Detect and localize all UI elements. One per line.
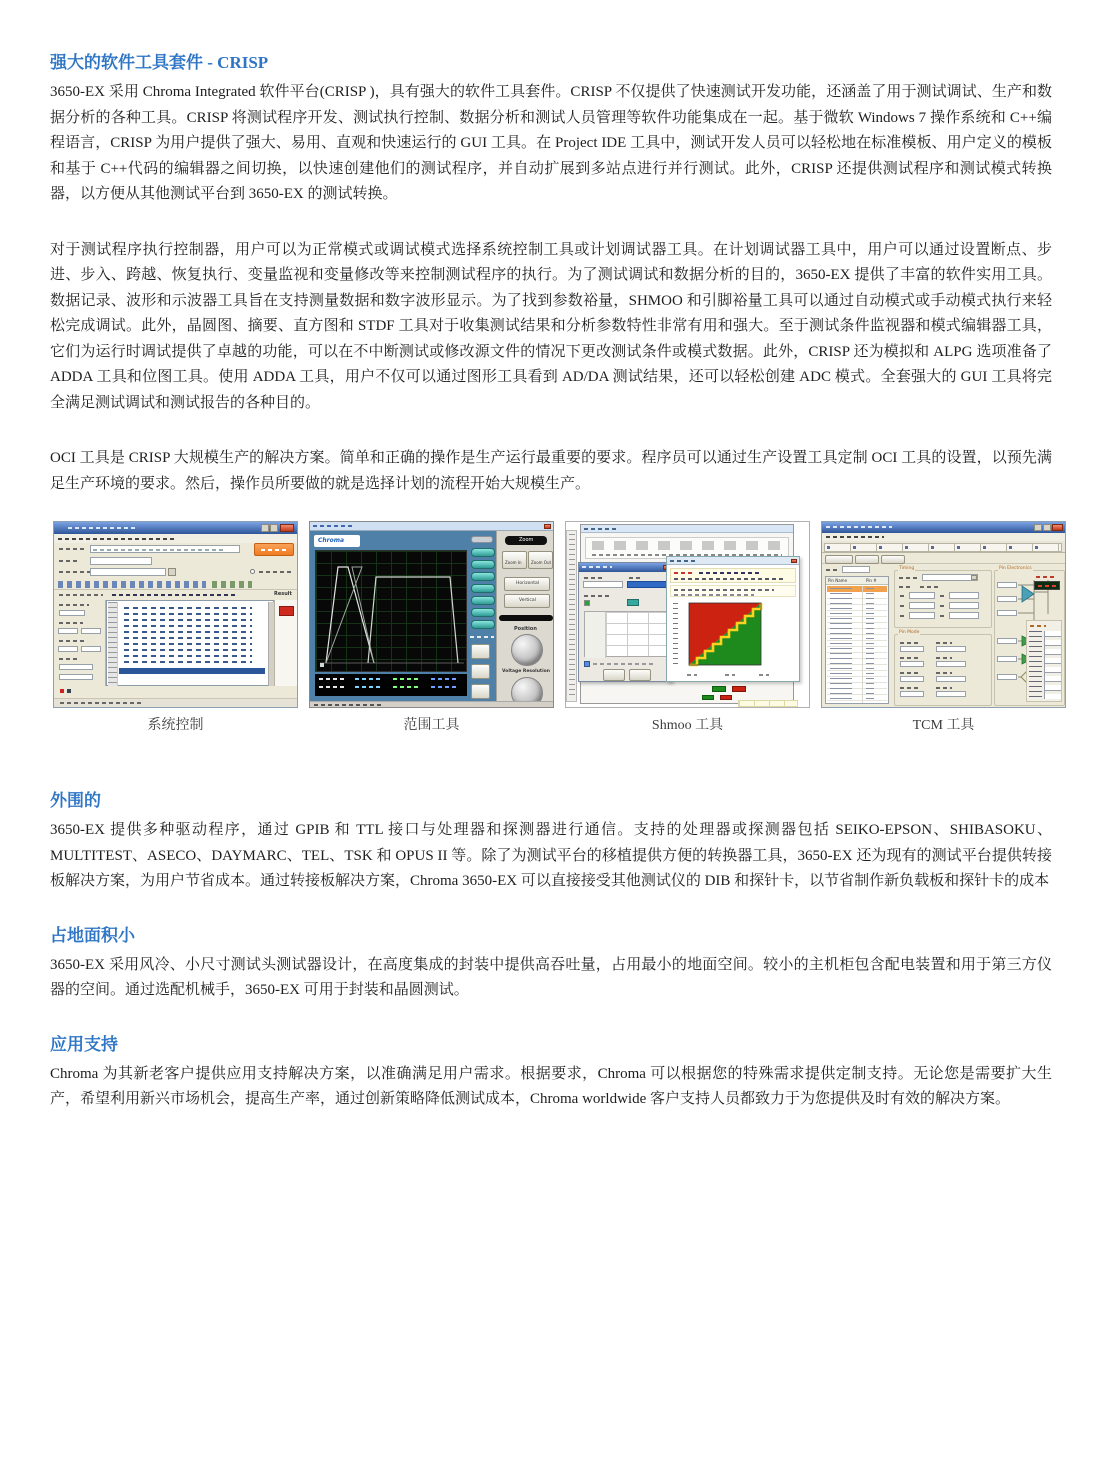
readout-1a [319,678,347,680]
mode-label-8 [936,687,952,689]
dialog-label-1 [584,577,602,579]
condition-table [584,611,668,657]
left-tabs-text [59,594,103,596]
waveform-plot [315,550,467,672]
menubar [54,534,297,543]
table-header-column [585,612,606,658]
radio-label [259,571,291,573]
fail-legend-swatch-2 [720,695,732,700]
minimize-icon [261,524,269,532]
section-heading-app-support: 应用支持 [50,1034,118,1054]
pe-field-2 [997,596,1017,602]
section-app-support [50,1034,1052,1113]
channel-button-7 [471,620,495,629]
bottom-tabs-text [60,702,144,704]
screenshot-tcm-tool [821,521,1066,708]
pe-field-1 [997,582,1017,588]
setup-button [471,684,490,699]
pin-table [825,576,889,704]
dropdown-arrow-icon [971,575,977,580]
t3-label [900,615,906,617]
teal-chip [627,599,639,606]
sidebar-checkbox-2 [58,628,78,634]
sidebar-text-1 [59,604,89,606]
zoom-header-text: Zoom [519,537,534,543]
t1-field [909,592,935,599]
mode-field-1 [900,646,924,652]
mode-label-7 [900,687,918,689]
run-button-text [261,549,287,551]
caption-scope-tool: 范围工具 [403,718,460,733]
section-footprint [50,925,1052,1004]
cursor-label [470,636,494,638]
readout-3a [393,678,421,680]
info-text-3 [674,589,774,591]
sidebar-text-2 [59,622,83,624]
mode-field-7 [900,691,924,697]
timing-set-label [899,577,919,579]
spacer [676,694,678,696]
mode-field-3 [900,661,924,667]
utility-labels [1029,631,1042,699]
shmoo-setting-dialog [578,562,672,682]
file-map-input [90,557,152,565]
caption-tcm-tool: TCM 工具 [912,718,975,733]
settings-sidebar [54,600,106,686]
tab-strip [822,541,1065,553]
readout-4a [431,678,459,680]
check-mark-icon [585,601,589,605]
mode-label-2 [936,642,952,644]
test-program-label [59,548,85,550]
sidebar-text-3 [59,640,87,642]
bank-dropdown [842,566,870,573]
browse-icon [168,568,176,576]
red-mark-icon [60,689,64,693]
minimize-icon [1034,524,1042,531]
t2-field [909,602,935,609]
close-icon [544,524,551,529]
crisp-paragraph-oci: OCI 工具是 CRISP 大规模生产的解决方案。简单和正确的操作是生产运行最重要的要求。程序员可以通过生产设置工具定制 OCI 工具的设置，以预先满足生产环境的要求。然后，操作员所要做的就是选择计划的流程开始大规模生产。 [50,450,1052,492]
section-heading-crisp: 强大的软件工具套件 - CRISP [50,53,269,72]
read-button [855,555,879,564]
position-knob [511,634,543,666]
dialog-titlebar [579,563,671,572]
toolbar-icons [592,541,782,550]
measurement-readout [315,674,467,696]
tool-screenshot-gallery [53,521,1052,708]
bottom-grid-strip [738,700,798,707]
chroma-logo-text: Chroma [318,537,345,544]
equipment-type-label [59,571,91,573]
dialog-label-2 [629,577,643,579]
section-crisp [50,52,1052,497]
mode-label-6 [936,672,952,674]
r1-field [949,592,979,599]
equipment-type-input [90,568,166,576]
zoom-in-button [502,551,527,569]
mode-field-2 [936,646,966,652]
selected-code-line [119,668,265,674]
channel-button-3 [471,572,495,581]
x-tick-1 [687,674,697,676]
pin-name-text-rows [830,588,852,702]
chroma-logo [314,535,360,547]
readout-4b [431,686,459,688]
sidebar-text-4 [59,658,79,660]
run-button [254,543,294,556]
pass-legend-swatch-2 [702,695,714,700]
window-title-text [68,527,138,529]
pin-number-header: Pin # [866,578,877,583]
vertical-text: Vertical [519,598,536,603]
pe-field-6 [997,674,1017,680]
pass-legend-swatch [712,686,726,692]
mode-label-3 [900,657,918,659]
sidebar-checkbox-1 [59,610,85,616]
mode-field-5 [900,676,924,682]
x-tick-2 [725,674,735,676]
screenshot-shmoo-tool [565,521,810,708]
timing-group-label: Timing [899,566,915,571]
dark-mark-icon [67,689,71,693]
side-list-rows [569,534,575,698]
zoom-in-text: Zoom In [505,560,522,565]
close-icon [1052,524,1063,531]
dialog-title-text [582,566,612,568]
zoom-out-text: Zoom Out [531,560,552,565]
timing-set-dropdown [922,574,978,581]
mode-field-4 [936,661,966,667]
section-heading-footprint: 占地面积小 [50,925,135,945]
bank-label [826,569,838,571]
t1-label [900,595,906,597]
titlebar [310,522,553,531]
mode-button [471,536,493,543]
output-row [54,686,297,698]
pin-number-text-rows [866,588,874,702]
t2-label [900,605,906,607]
readout-digits [1038,585,1056,587]
horizontal-text: Horizontal [516,581,539,586]
r3-label [940,615,946,617]
close-icon [280,524,294,532]
dialog-input-1 [583,581,623,588]
footprint-paragraph: 3650-EX 采用风冷、小尺寸测试头测试器设计，在高度集成的封装中提供高吞吐量，占用最小的地面空间。较小的主机柜包含配电装置和用于第三方仪器的空间。通过选配机械手，3650-EX 可用于封装和晶圆测试。 [50,956,1052,998]
result-label: Result [274,591,292,597]
zoom-knob-panel [496,531,553,701]
tab-strip [54,590,297,600]
peripherals-paragraph: 3650-EX 提供多种驱动程序，通过 GPIB 和 TTL 接口与处理器和探测器进行通信。支持的处理器或探测器包括 SEIKO-EPSON、SHIBASOKU、MULTITEST、ASECO、DAYMARC、TEL、TSK 和 OPUS II 等。除了为测试平台的移植提供方便的转换器工具，3650-EX 还为现有的测试平台提供转接板解决方案，为用户节省成本。通过转接板解决方案，Chroma 3650-EX 可以直接接受其他测试仪的 DIB 和探针卡，以节省制作新负载板和探针卡的成本 [50,822,1052,889]
info-band-1 [670,568,796,583]
pin-mode-group-label: Pin Mode [899,630,920,635]
status-text [314,704,384,706]
readout-1b [319,686,347,688]
zoom-header-pill [505,536,547,545]
auto-button [471,644,490,659]
window-title-text [313,525,353,527]
pe-field-4 [997,638,1017,644]
voltage-resolution-label: Voltage Resolution [502,669,550,674]
waveform-traces [316,551,468,673]
menu-items-text [58,538,176,540]
pin-table-header [826,577,888,585]
y-axis-labels [673,603,678,665]
pin-electronics-label: Pin Electronics [999,566,1032,571]
code-text-lines [124,607,252,665]
write-button [881,555,905,564]
window-title-text [826,526,892,528]
info-text-4 [674,594,754,596]
toolbar [54,579,297,590]
utility-panel [1026,620,1062,702]
app-support-paragraph: Chroma 为其新老客户提供应用支持解决方案，以准确满足用户需求。根据要求，Chroma 可以根据您的特殊需求提供定制支持。无论您是需要扩大生产，希望利用新兴市场机会，提高生产率，通过创新策略降低测试成本，Chroma worldwide 客户支持人员都致力于为您提供及时有效的解决方案。 [50,1065,1052,1107]
rate-label [899,586,913,588]
mode-field-8 [936,691,966,697]
copy-button [825,555,853,564]
sidebar-field-2 [59,674,93,680]
x-tick-3 [759,674,769,676]
fail-legend-swatch [732,686,746,692]
page-numbers-text [593,663,653,665]
titlebar [54,522,297,534]
pin-name-header: Pin Name [828,578,848,583]
channel-button-2 [471,560,495,569]
channel-button-4 [471,584,495,593]
side-list-panel [566,530,577,702]
r2-field [949,602,979,609]
r3-field [949,612,979,619]
titlebar [822,522,1065,533]
caption-shmoo-tool: Shmoo 工具 [651,718,724,733]
status-bar [310,701,553,707]
channel-button-1 [471,548,495,557]
pe-field-3 [997,610,1017,616]
info-red-text [674,572,692,574]
readout-2a [355,678,383,680]
line-number-gutter [108,602,118,686]
info-text-2 [674,578,786,580]
radio-icon [250,569,255,574]
modifier-label [920,586,938,588]
panel-divider [499,615,553,621]
t3-field [909,612,935,619]
vertical-button [504,594,550,608]
shmoo-result-window [666,556,800,682]
r1-label [940,595,946,597]
gallery-captions [53,714,1052,734]
readout-2b [355,686,383,688]
screenshot-system-control [53,521,298,708]
pin-voltage-label [1036,576,1054,578]
toolbar-2 [822,553,1065,564]
path-text [93,549,223,551]
zoom-out-button [528,551,553,569]
section-peripherals [50,790,1052,895]
maximize-icon [1043,524,1051,531]
close-icon [791,559,797,563]
section-heading-peripherals: 外围的 [50,791,101,810]
toolbar-icons-2 [212,581,252,588]
readout-3b [393,686,421,688]
menubar [822,533,1065,541]
bottom-tab-strip [54,698,297,707]
page-chip [584,661,590,667]
crisp-paragraph-2: 对于测试程序执行控制器，用户可以为正常模式或调试模式选择系统控制工具或计划调试器工具。在计划调试器工具中，用户可以通过设置断点、步进、步入、跨越、恢复执行、变量监视和变量修改等来控制测试程序的执行。为了测试调试和数据分析的目的，3650-EX 提供了丰富的软件实用工具。数据记录、波形和示波器工具旨在支持测量数据和数字波形显示。为了找到参数裕量，SHMOO 和引脚裕量工具可以通过自动模式或手动模式执行来轻松完成调试。此外，晶圆图、摘要、直方图和 STDF 工具对于收集测试结果和分析参数特性非常有用和强大。至于测试条件监视器和模式编辑器工具，它们为运行时调试提供了卓越的功能，可以在不中断测试或修改源文件的情况下更改测试条件或模式数据。此外，CRISP 还为模拟和 ALPG 选项准备了 ADDA 工具和位图工具。使用 ADDA 工具，用户不仅可以通过图形工具看到 AD/DA 测试结果，还可以轻松创建 ADC 模式。全套强大的 GUI 工具将完全满足测试调试和测试报告的各种目的。 [50,241,1052,411]
horizontal-button [504,577,550,591]
menu-items-text [826,536,884,538]
window-title-text [584,528,618,530]
tab-icons [827,546,1061,549]
toolbar-icons [58,581,206,588]
column-divider [862,586,863,703]
sidebar-checkbox-5 [81,646,101,652]
start-button [603,669,625,681]
titlebar [581,525,793,533]
result-titlebar [667,557,799,565]
channel-button-5 [471,596,495,605]
result-panel [274,600,297,686]
test-program-input [90,545,240,553]
close-button [629,669,651,681]
channel-button-6 [471,608,495,617]
utility-title-text [1030,625,1046,627]
utility-fields [1044,631,1061,699]
editor-tabs-text [112,594,238,596]
save-button [471,664,490,679]
mode-label-5 [900,672,918,674]
sidebar-checkbox-3 [81,628,101,634]
info-band-2 [670,585,796,597]
dialog-label-3 [584,595,610,597]
crisp-paragraph-1: 3650-EX 采用 Chroma Integrated 软件平台(CRISP )，具有强大的软件工具套件。CRISP 不仅提供了快速测试开发功能，还涵盖了用于测试调试、生产和数据分析的各种工具。CRISP 将测试程序开发、测试执行控制、数据分析和测试人员管理等软件功能集成在一起。基于微软 Windows 7 操作系统和 C++编程语言，CRISP 为用户提供了强大、易用、直观和快速运行的 GUI 工具。在 Project IDE 工具中，测试开发人员可以轻松地在标准模板、用户定义的模板和基于 C++代码的编辑器之间切换，以快速创建他们的测试程序，并自动扩展到多站点进行并行测试。此外，CRISP 还提供测试程序和测试模式转换器，以方便从其他测试平台到 3650-EX 的测试转换。 [50,84,1052,202]
sidebar-field-1 [59,664,93,670]
position-label: Position [514,626,537,632]
r2-label [940,605,946,607]
pe-field-5 [997,656,1017,662]
mode-label-1 [900,642,918,644]
file-map-label [59,560,77,562]
screenshot-scope-tool [309,521,554,708]
code-editor [106,600,274,686]
dialog-input-selected [627,581,669,588]
shmoo-plot [683,601,767,671]
result-title-text [670,560,696,562]
info-text-1 [699,572,759,574]
pin-voltage-readout [1034,581,1060,590]
maximize-icon [270,524,278,532]
fail-result-chip [279,606,294,616]
mode-label-4 [936,657,952,659]
mode-field-6 [936,676,966,682]
caption-system-control: 系统控制 [147,718,204,733]
sidebar-checkbox-4 [58,646,78,652]
